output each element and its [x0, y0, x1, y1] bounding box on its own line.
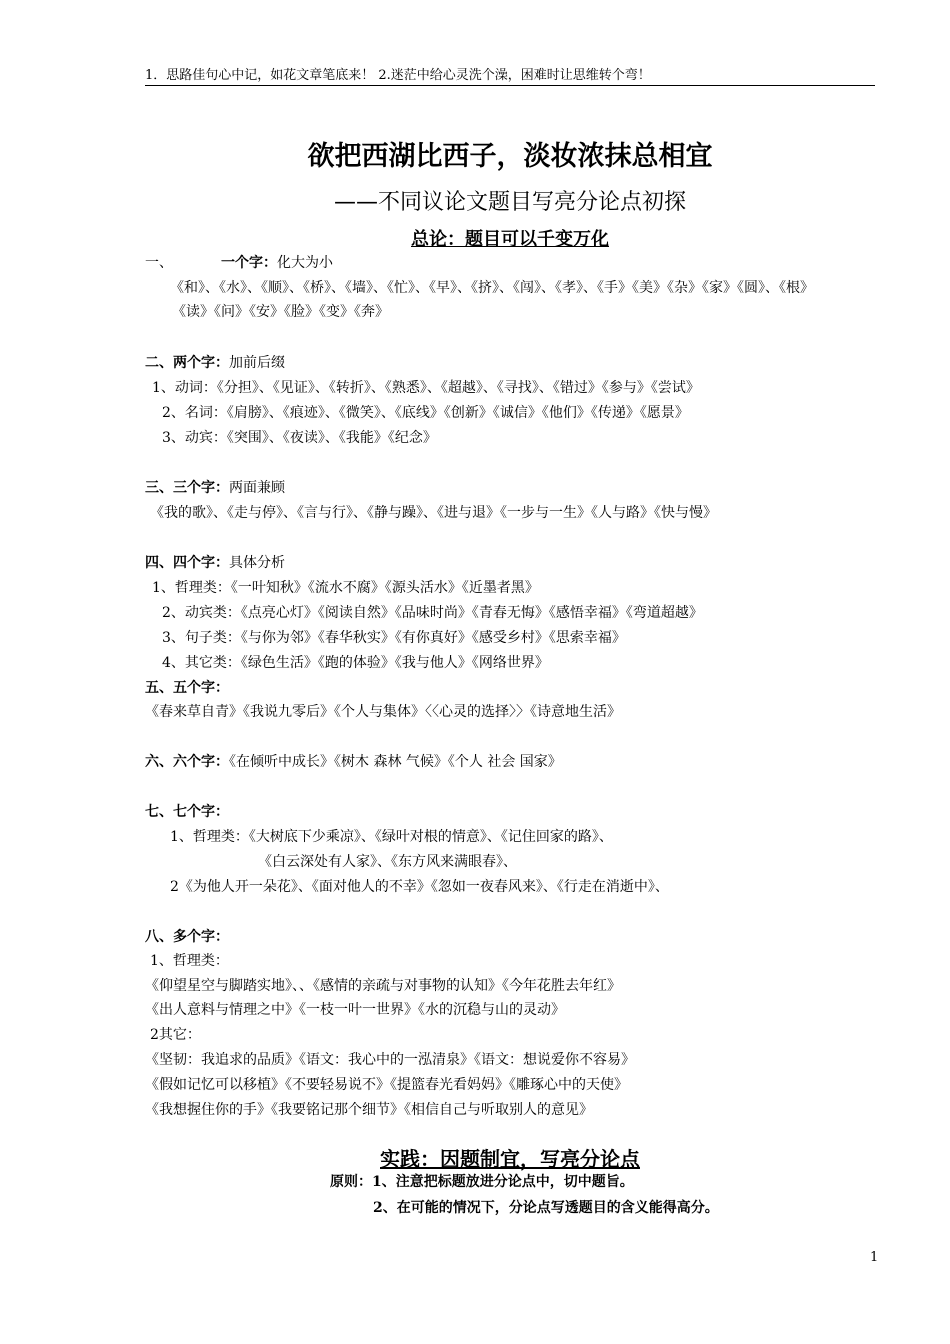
section-2-desc: 加前后缀 [229, 355, 285, 371]
section-6-title [145, 751, 562, 771]
section-4-title [145, 552, 285, 572]
practice-heading: 实践：因题制宜，写亮分论点 [380, 1147, 640, 1171]
section-6-label: 六、六个字： [145, 754, 229, 770]
section-3-line-1: 《我的歌》、《走与停》、《言与行》、《静与躁》、《进与退》《一步与一生》《人与路》《快与慢》 [150, 505, 717, 521]
section-4-label: 四、四个字： [145, 555, 229, 571]
section-8-line-2: 《出人意料与情理之中》《一枝一叶一世界》《水的沉稳与山的灵动》 [145, 1002, 565, 1018]
section-4-line-4: 4、其它类：《绿色生活》《跑的体验》《我与他人》《网络世界》 [162, 655, 549, 671]
section-1-number: 一、 [145, 255, 173, 271]
section-4-desc: 具体分析 [229, 555, 285, 571]
section-6-line-1: 《在倾听中成长》《树木 森林 气候》《个人 社会 国家》 [229, 754, 562, 770]
section-3-title [145, 477, 285, 497]
section-4-line-2: 2、动宾类：《点亮心灯》《阅读自然》《品味时尚》《青春无悔》《感悟幸福》《弯道超越》 [162, 605, 703, 621]
section-2-line-1: 1、动词：《分担》、《见证》、《转折》、《熟悉》、《超越》、《寻找》、《错过》《参与》《尝试》 [152, 380, 700, 396]
section-2-title [145, 352, 285, 372]
section-1-label: 一个字： [221, 255, 277, 271]
section-7-label: 七、七个字： [145, 804, 229, 820]
section-2-line-3: 3、动宾：《突围》、《夜读》、《我能》《纪念》 [162, 430, 437, 446]
page-title: 欲把西湖比西子，淡妆浓抹总相宜 [307, 141, 713, 172]
page-number: 1 [870, 1250, 879, 1265]
page-header: 1．思路佳句心中记，如花文章笔底来！ 2.迷茫中给心灵洗个澡，困难时让思维转个弯！ [145, 64, 875, 86]
summary-heading: 总论：题目可以千变万化 [411, 229, 609, 250]
section-8-line-5: 《我想握住你的手》《我要铭记那个细节》《相信自己与听取别人的意见》 [145, 1102, 593, 1118]
section-8-sub-1: 1、哲理类： [150, 953, 229, 969]
section-5-line-1: 《春来草自青》《我说九零后》《个人与集体》〈〈心灵的选择〉〉《诗意地生活》 [145, 704, 621, 720]
section-3-label: 三、三个字： [145, 480, 229, 496]
section-8-label: 八、多个字： [145, 929, 229, 945]
section-2-label: 二、两个字： [145, 355, 229, 371]
section-4-line-1: 1、哲理类：《一叶知秋》《流水不腐》《源头活水》《近墨者黑》 [152, 580, 539, 596]
section-3-desc: 两面兼顾 [229, 480, 285, 496]
section-8-sub-2: 2其它： [150, 1027, 201, 1043]
section-4-line-3: 3、句子类：《与你为邻》《春华秋实》《有你真好》《感受乡村》《思索幸福》 [162, 630, 626, 646]
section-8-line-1: 《仰望星空与脚踏实地》、、《感情的亲疏与对事物的认知》《今年花胜去年红》 [145, 978, 621, 994]
section-7-line-1: 1、哲理类：《大树底下少乘凉》、《绿叶对根的情意》、《记住回家的路》、 [170, 829, 613, 845]
page-subtitle: ——不同议论文题目写亮分论点初探 [333, 190, 686, 215]
section-8-line-4: 《假如记忆可以移植》《不要轻易说不》《提篮春光看妈妈》《雕琢心中的天使》 [145, 1077, 628, 1093]
section-2-line-2: 2、名词：《肩膀》、《痕迹》、《微笑》、《底线》《创新》《诚信》《他们》《传递》《愿景》 [162, 405, 689, 421]
section-8-line-3: 《坚韧：我追求的品质》《语文：我心中的一泓清泉》《语文：想说爱你不容易》 [145, 1052, 635, 1068]
section-1-desc: 化大为小 [277, 255, 333, 271]
section-7-line-3: 2《为他人开一朵花》、《面对他人的不幸》《忽如一夜春风来》、《行走在消逝中》、 [170, 879, 669, 895]
section-1-line-2: 《读》《问》《安》《脸》《变》《奔》 [172, 304, 389, 320]
section-7-line-2: 《白云深处有人家》、《东方风来满眼春》、 [258, 854, 517, 870]
principle-2: 2、在可能的情况下，分论点写透题目的含义能得高分。 [373, 1200, 719, 1216]
section-5-label: 五、五个字： [145, 680, 229, 696]
section-1-title [145, 252, 333, 272]
section-1-line-1: 《和》、《水》、《顺》、《桥》、《墙》、《忙》、《早》、《挤》、《闯》、《孝》、《手》《美》《杂》《家》《圆》、《根》 [170, 280, 814, 296]
principle-1: 原则：1、注意把标题放进分论点中，切中题旨。 [330, 1174, 634, 1190]
